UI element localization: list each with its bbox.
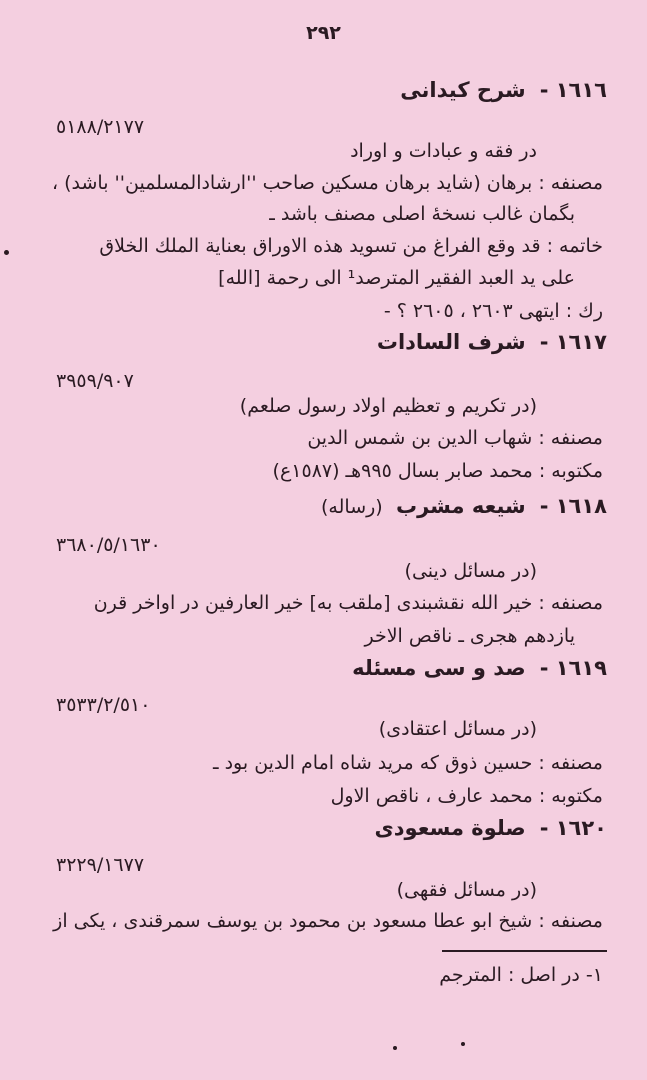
entry-heading [321,494,607,518]
entry-number: ١٦١٦ - [539,78,607,102]
entry-line: (در مسائل دينى) [404,560,537,582]
entry-number: ١٦٢٠ - [539,816,607,840]
entry-line: رك : ايتهى ٢٦٠٣ ، ٢٦٠٥ ؟ - [383,300,603,322]
accession-number: ٥١٨٨/٢١٧٧ [56,116,145,138]
accession-number: ٣٢٢٩/١٦٧٧ [56,854,145,876]
entry-heading [400,78,607,102]
entry-line: يازدهم هجرى ـ ناقص الاخر [364,625,575,647]
entry-line: مصنفه : شيخ ابو عطا مسعود بن محمود بن يوسف سمرقندى ، يكى از [53,910,603,932]
entry-line: مصنفه : برهان (شايد برهان مسكين صاحب ''ارشادالمسلمين'' باشد) ، [51,172,603,194]
accession-number: ٣٩٥٩/٩٠٧ [56,370,134,392]
entry-title-suffix: (رساله) [321,496,383,518]
footnote-rule [442,950,607,952]
entry-line: مصنفه : حسين ذوق كه مريد شاه امام الدين بود ـ [212,752,603,774]
entry-line: (در تكريم و تعظيم اولاد رسول صلعم) [239,395,537,417]
entry-heading [352,656,607,680]
entry-line: مصنفه : شهاب الدين بن شمس الدين [307,427,603,449]
entry-line: بگمان غالب نسخهٔ اصلى مصنف باشد ـ [269,203,575,225]
entry-title: شرح كيدانى [400,78,526,102]
entry-heading [377,330,607,354]
entry-line: در فقه و عبادات و اوراد [350,140,537,162]
entry-line: مصنفه : خير الله نقشبندى [ملقب به] خير العارفين در اواخر قرن [93,592,603,614]
accession-number: ٣٦٨٠/٥/١٦٣٠ [56,534,161,556]
entry-title: شيعه مشرب [396,494,526,518]
footnote: ١- در اصل : المترجم [439,964,603,986]
page-number: ٢٩٢ [306,22,341,44]
entry-title: شرف السادات [376,330,526,354]
page-speck [4,250,9,255]
entry-line: (در مسائل اعتقادى) [378,718,537,740]
accession-number: ٣٥٣٣/٢/٥١٠ [56,694,151,716]
entry-line: مكتوبه : محمد عارف ، ناقص الاول [330,785,603,807]
entry-title: صد و سى مسئله [352,656,526,680]
entry-number: ١٦١٩ - [539,656,607,680]
entry-line: على يد العبد الفقير المترصد¹ الى رحمة [الله] [218,267,575,289]
entry-number: ١٦١٧ - [539,330,607,354]
entry-number: ١٦١٨ - [539,494,607,518]
entry-line: (در مسائل فقهى) [396,879,537,901]
page-speck [461,1042,465,1046]
page-speck [393,1046,397,1050]
entry-heading [375,816,607,840]
entry-title: صلوة مسعودى [374,816,526,840]
entry-line: خاتمه : قد وقع الفراغ من تسويد هذه الاوراق بعناية الملك الخلاق [99,235,603,257]
entry-line: مكتوبه : محمد صابر بسال ٩٩٥هـ (١٥٨٧ع) [272,460,603,482]
